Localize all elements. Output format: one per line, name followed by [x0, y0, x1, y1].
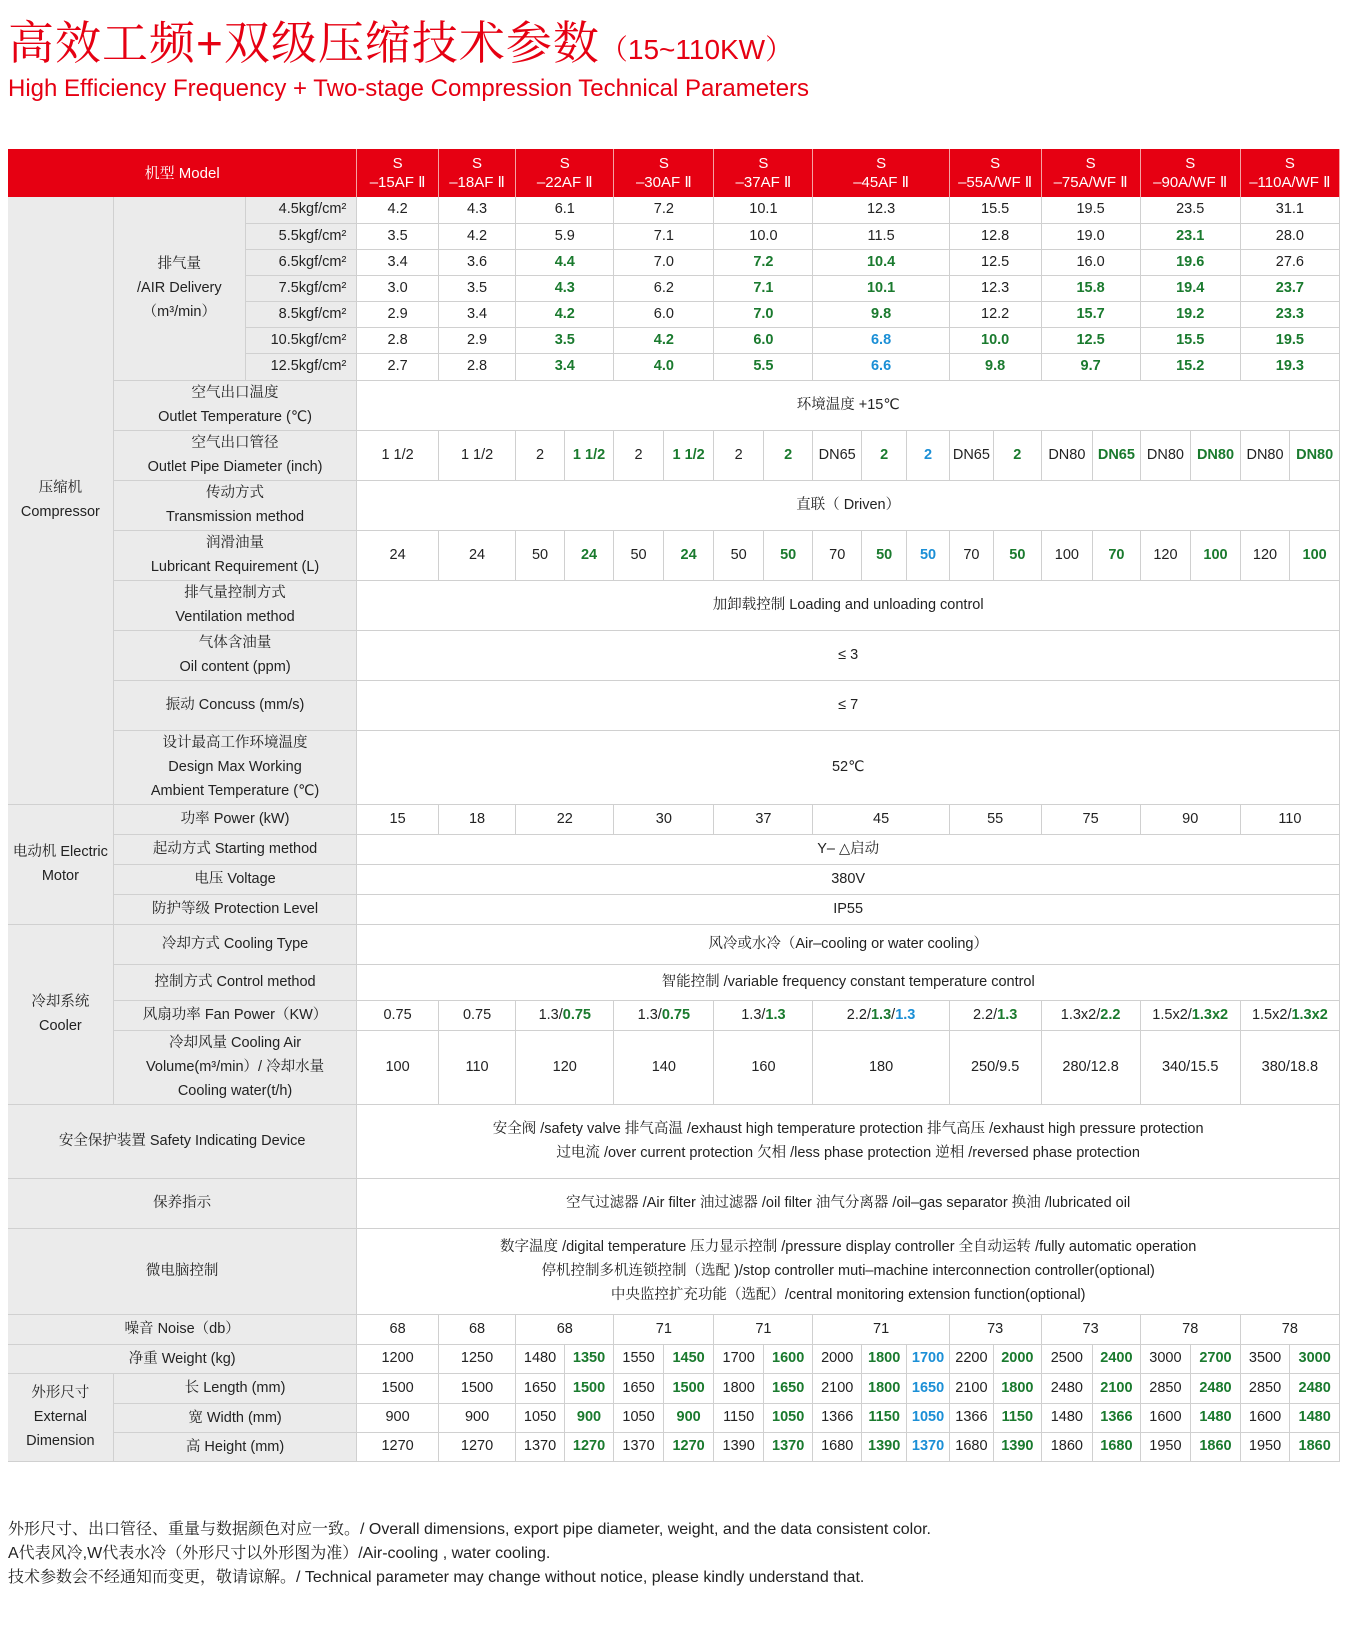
length-value: 1800 — [861, 1373, 906, 1403]
transmission-value: 直联（ Driven） — [357, 480, 1340, 530]
power-value: 90 — [1140, 804, 1240, 834]
maintenance-label: 保养指示 — [8, 1178, 357, 1228]
noise-value: 73 — [1041, 1314, 1140, 1344]
height-value: 1370 — [907, 1432, 949, 1461]
power-value: 55 — [949, 804, 1041, 834]
power-value: 45 — [813, 804, 949, 834]
model-col-6: S –55A/WF Ⅱ — [949, 149, 1041, 197]
noise-value: 71 — [614, 1314, 714, 1344]
power-range: （15~110KW） — [599, 34, 794, 65]
model-col-8: S –90A/WF Ⅱ — [1140, 149, 1240, 197]
model-header-label: 机型 Model — [8, 149, 357, 197]
weight-value: 1450 — [663, 1344, 714, 1373]
cooling-volume-label: 冷却风量 Cooling Air Volume(m³/min）/ 冷却水量 Cooling water(t/h) — [113, 1030, 357, 1104]
noise-value: 68 — [357, 1314, 439, 1344]
height-value: 1950 — [1140, 1432, 1191, 1461]
lubricant-value: 50 — [763, 530, 813, 580]
air-delivery-value: 3.4 — [438, 301, 515, 327]
model-col-9: S –110A/WF Ⅱ — [1240, 149, 1339, 197]
noise-value: 78 — [1240, 1314, 1339, 1344]
outlet-pipe-value: 2 — [861, 430, 906, 480]
pressure-label: 12.5kgf/cm² — [245, 353, 356, 380]
outlet-pipe-value: 1 1/2 — [564, 430, 614, 480]
air-delivery-value: 9.8 — [949, 353, 1041, 380]
air-delivery-value: 15.8 — [1041, 275, 1140, 301]
lubricant-value: 100 — [1041, 530, 1093, 580]
air-delivery-value: 15.5 — [1140, 327, 1240, 353]
power-value: 30 — [614, 804, 714, 834]
footnote: 技术参数会不经通知而变更，敬请谅解。/ Technical parameter may change without notice, please kindly understand that. — [8, 1569, 865, 1586]
cooling-volume-value: 250/9.5 — [949, 1030, 1041, 1104]
power-value: 22 — [516, 804, 614, 834]
width-value: 1050 — [763, 1403, 813, 1432]
air-delivery-value: 3.5 — [516, 327, 614, 353]
cooling-volume-value: 380/18.8 — [1240, 1030, 1339, 1104]
ambient-temp-value: 52℃ — [357, 730, 1340, 804]
air-delivery-value: 6.0 — [714, 327, 813, 353]
weight-value: 1480 — [516, 1344, 565, 1373]
length-value: 1650 — [614, 1373, 664, 1403]
weight-value: 1700 — [714, 1344, 764, 1373]
air-delivery-value: 19.3 — [1240, 353, 1339, 380]
length-label: 长 Length (mm) — [113, 1373, 357, 1403]
power-label: 功率 Power (kW) — [113, 804, 357, 834]
height-value: 1370 — [516, 1432, 565, 1461]
model-col-5: S –45AF Ⅱ — [813, 149, 949, 197]
cooling-volume-value: 340/15.5 — [1140, 1030, 1240, 1104]
oil-content-label: 气体含油量 Oil content (ppm) — [113, 630, 357, 680]
air-delivery-value: 5.9 — [516, 223, 614, 249]
outlet-pipe-value: DN80 — [1240, 430, 1290, 480]
footnote: 外形尺寸、出口管径、重量与数据颜色对应一致。/ Overall dimensions, export pipe diameter, weight, and the data consistent color. — [8, 1521, 931, 1538]
air-delivery-value: 6.8 — [813, 327, 949, 353]
length-value: 2100 — [1093, 1373, 1140, 1403]
height-value: 1390 — [714, 1432, 764, 1461]
weight-value: 2000 — [813, 1344, 862, 1373]
air-delivery-value: 31.1 — [1240, 197, 1339, 223]
air-delivery-value: 4.2 — [357, 197, 439, 223]
cooling-volume-value: 120 — [516, 1030, 614, 1104]
outlet-pipe-value: 2 — [614, 430, 664, 480]
weight-value: 1200 — [357, 1344, 439, 1373]
pressure-label: 5.5kgf/cm² — [245, 223, 356, 249]
width-value: 1050 — [516, 1403, 565, 1432]
model-col-2: S –22AF Ⅱ — [516, 149, 614, 197]
power-value: 110 — [1240, 804, 1339, 834]
width-value: 900 — [564, 1403, 614, 1432]
fan-power-value: 1.3/0.75 — [516, 1000, 614, 1030]
fan-power-value: 1.3/1.3 — [714, 1000, 813, 1030]
air-delivery-value: 23.1 — [1140, 223, 1240, 249]
spec-table — [8, 149, 1340, 1462]
outlet-pipe-value: DN80 — [1041, 430, 1093, 480]
air-delivery-value: 3.6 — [438, 249, 515, 275]
width-value: 1366 — [813, 1403, 862, 1432]
weight-value: 3500 — [1240, 1344, 1290, 1373]
weight-value: 1700 — [907, 1344, 949, 1373]
air-delivery-value: 7.2 — [714, 249, 813, 275]
outlet-pipe-value: DN65 — [1093, 430, 1140, 480]
noise-value: 68 — [438, 1314, 515, 1344]
compressor-section-label: 压缩机 Compressor — [8, 197, 113, 804]
length-value: 1500 — [663, 1373, 714, 1403]
air-delivery-value: 12.5 — [1041, 327, 1140, 353]
voltage-label: 电压 Voltage — [113, 864, 357, 894]
outlet-pipe-value: 2 — [516, 430, 565, 480]
lubricant-value: 24 — [564, 530, 614, 580]
cooling-volume-value: 180 — [813, 1030, 949, 1104]
pressure-label: 8.5kgf/cm² — [245, 301, 356, 327]
lubricant-value: 50 — [907, 530, 949, 580]
height-label: 高 Height (mm) — [113, 1432, 357, 1461]
air-delivery-value: 4.0 — [614, 353, 714, 380]
lubricant-value: 50 — [861, 530, 906, 580]
outlet-pipe-value: DN80 — [1191, 430, 1241, 480]
air-delivery-value: 28.0 — [1240, 223, 1339, 249]
height-value: 1390 — [994, 1432, 1041, 1461]
air-delivery-value: 4.2 — [614, 327, 714, 353]
weight-value: 2200 — [949, 1344, 993, 1373]
protection-value: IP55 — [357, 894, 1340, 924]
air-delivery-value: 12.2 — [949, 301, 1041, 327]
lubricant-value: 120 — [1140, 530, 1191, 580]
length-value: 1650 — [516, 1373, 565, 1403]
safety-label: 安全保护装置 Safety Indicating Device — [8, 1104, 357, 1178]
air-delivery-value: 4.3 — [516, 275, 614, 301]
noise-value: 68 — [516, 1314, 614, 1344]
lubricant-value: 50 — [614, 530, 664, 580]
ventilation-value: 加卸载控制 Loading and unloading control — [357, 580, 1340, 630]
lubricant-value: 24 — [663, 530, 714, 580]
weight-value: 2000 — [994, 1344, 1041, 1373]
air-delivery-value: 12.5 — [949, 249, 1041, 275]
weight-value: 3000 — [1290, 1344, 1340, 1373]
transmission-label: 传动方式 Transmission method — [113, 480, 357, 530]
weight-value: 3000 — [1140, 1344, 1191, 1373]
fan-power-value: 1.5x2/1.3x2 — [1140, 1000, 1240, 1030]
air-delivery-value: 2.8 — [357, 327, 439, 353]
cooling-volume-value: 140 — [614, 1030, 714, 1104]
outlet-pipe-value: 2 — [907, 430, 949, 480]
fan-power-value: 1.3x2/2.2 — [1041, 1000, 1140, 1030]
height-value: 1950 — [1240, 1432, 1290, 1461]
width-value: 1600 — [1140, 1403, 1191, 1432]
height-value: 1370 — [763, 1432, 813, 1461]
weight-value: 1550 — [614, 1344, 664, 1373]
footnote: A代表风冷,W代表水冷（外形尺寸以外形图为准）/Air-cooling , water cooling. — [8, 1545, 551, 1562]
air-delivery-value: 15.7 — [1041, 301, 1140, 327]
outlet-pipe-value: DN80 — [1140, 430, 1191, 480]
ventilation-label: 排气量控制方式 Ventilation method — [113, 580, 357, 630]
length-value: 2100 — [949, 1373, 993, 1403]
length-value: 1500 — [564, 1373, 614, 1403]
length-value: 2100 — [813, 1373, 862, 1403]
dimension-section-label: 外形尺寸 External Dimension — [8, 1373, 113, 1461]
cooling-volume-value: 110 — [438, 1030, 515, 1104]
control-method-value: 智能控制 /variable frequency constant temperature control — [357, 964, 1340, 1000]
air-delivery-value: 19.2 — [1140, 301, 1240, 327]
length-value: 2480 — [1191, 1373, 1241, 1403]
width-value: 1150 — [994, 1403, 1041, 1432]
weight-value: 1250 — [438, 1344, 515, 1373]
length-value: 1500 — [438, 1373, 515, 1403]
length-value: 1500 — [357, 1373, 439, 1403]
noise-value: 71 — [813, 1314, 949, 1344]
width-value: 1150 — [714, 1403, 764, 1432]
fan-power-value: 2.2/1.3 — [949, 1000, 1041, 1030]
air-delivery-value: 23.7 — [1240, 275, 1339, 301]
lubricant-value: 100 — [1290, 530, 1340, 580]
ambient-temp-label: 设计最高工作环境温度 Design Max Working Ambient Temperature (℃) — [113, 730, 357, 804]
air-delivery-value: 6.0 — [614, 301, 714, 327]
micro-value: 数字温度 /digital temperature 压力显示控制 /pressure display controller 全自动运转 /fully automatic operation 停机控制多机连锁控制（选配 )/stop controller muti–machine interconnection controller(optional) 中央监控扩充功能（选配）/central monitoring extension function(optional) — [357, 1228, 1340, 1314]
weight-value: 2400 — [1093, 1344, 1140, 1373]
air-delivery-value: 4.2 — [438, 223, 515, 249]
air-delivery-value: 3.0 — [357, 275, 439, 301]
pressure-label: 10.5kgf/cm² — [245, 327, 356, 353]
air-delivery-value: 7.0 — [614, 249, 714, 275]
power-value: 18 — [438, 804, 515, 834]
lubricant-value: 24 — [438, 530, 515, 580]
model-col-1: S –18AF Ⅱ — [438, 149, 515, 197]
starting-value: Y– △启动 — [357, 834, 1340, 864]
air-delivery-value: 10.1 — [714, 197, 813, 223]
air-delivery-value: 16.0 — [1041, 249, 1140, 275]
height-value: 1860 — [1041, 1432, 1093, 1461]
height-value: 1860 — [1290, 1432, 1340, 1461]
air-delivery-value: 9.7 — [1041, 353, 1140, 380]
weight-value: 1350 — [564, 1344, 614, 1373]
length-value: 1650 — [763, 1373, 813, 1403]
height-value: 1270 — [357, 1432, 439, 1461]
air-delivery-value: 3.4 — [357, 249, 439, 275]
width-value: 1050 — [614, 1403, 664, 1432]
air-delivery-value: 12.3 — [813, 197, 949, 223]
height-value: 1680 — [949, 1432, 993, 1461]
lubricant-value: 120 — [1240, 530, 1290, 580]
cooling-type-value: 风冷或水冷（Air–cooling or water cooling） — [357, 924, 1340, 964]
lubricant-value: 70 — [949, 530, 993, 580]
lubricant-value: 70 — [813, 530, 862, 580]
outlet-pipe-value: 1 1/2 — [663, 430, 714, 480]
motor-section-label: 电动机 Electric Motor — [8, 804, 113, 924]
air-delivery-value: 10.0 — [714, 223, 813, 249]
air-delivery-value: 23.5 — [1140, 197, 1240, 223]
fan-power-value: 1.3/0.75 — [614, 1000, 714, 1030]
fan-power-label: 风扇功率 Fan Power（KW） — [113, 1000, 357, 1030]
air-delivery-value: 7.1 — [714, 275, 813, 301]
cooling-volume-value: 100 — [357, 1030, 439, 1104]
outlet-pipe-value: DN65 — [949, 430, 993, 480]
width-value: 1600 — [1240, 1403, 1290, 1432]
air-delivery-value: 19.4 — [1140, 275, 1240, 301]
voltage-value: 380V — [357, 864, 1340, 894]
cooling-volume-value: 160 — [714, 1030, 813, 1104]
weight-value: 1800 — [861, 1344, 906, 1373]
protection-label: 防护等级 Protection Level — [113, 894, 357, 924]
air-delivery-value: 23.3 — [1240, 301, 1339, 327]
lubricant-label: 润滑油量 Lubricant Requirement (L) — [113, 530, 357, 580]
air-delivery-value: 5.5 — [714, 353, 813, 380]
width-value: 900 — [357, 1403, 439, 1432]
lubricant-value: 24 — [357, 530, 439, 580]
lubricant-value: 70 — [1093, 530, 1140, 580]
power-value: 15 — [357, 804, 439, 834]
width-value: 900 — [663, 1403, 714, 1432]
air-delivery-value: 7.0 — [714, 301, 813, 327]
air-delivery-value: 7.1 — [614, 223, 714, 249]
width-label: 宽 Width (mm) — [113, 1403, 357, 1432]
air-delivery-value: 3.5 — [357, 223, 439, 249]
air-delivery-value: 10.1 — [813, 275, 949, 301]
air-delivery-value: 2.9 — [357, 301, 439, 327]
width-value: 1366 — [1093, 1403, 1140, 1432]
fan-power-value: 0.75 — [438, 1000, 515, 1030]
width-value: 1480 — [1191, 1403, 1241, 1432]
vibration-value: ≤ 7 — [357, 680, 1340, 730]
air-delivery-value: 12.8 — [949, 223, 1041, 249]
length-value: 1800 — [994, 1373, 1041, 1403]
pressure-label: 7.5kgf/cm² — [245, 275, 356, 301]
height-value: 1270 — [663, 1432, 714, 1461]
air-delivery-value: 19.5 — [1041, 197, 1140, 223]
air-delivery-value: 9.8 — [813, 301, 949, 327]
page-title-en: High Efficiency Frequency + Two-stage Compression Technical Parameters — [8, 75, 810, 102]
fan-power-value: 2.2/1.3/1.3 — [813, 1000, 949, 1030]
noise-value: 71 — [714, 1314, 813, 1344]
noise-value: 78 — [1140, 1314, 1240, 1344]
width-value: 1480 — [1290, 1403, 1340, 1432]
air-delivery-value: 2.9 — [438, 327, 515, 353]
width-value: 1050 — [907, 1403, 949, 1432]
safety-value: 安全阀 /safety valve 排气高温 /exhaust high temperature protection 排气高压 /exhaust high pressure protection 过电流 /over current protection 欠相 /less phase protection 逆相 /reversed phase protection — [357, 1104, 1340, 1178]
air-delivery-value: 19.6 — [1140, 249, 1240, 275]
pressure-label: 6.5kgf/cm² — [245, 249, 356, 275]
air-delivery-value: 4.3 — [438, 197, 515, 223]
outlet-pipe-label: 空气出口管径 Outlet Pipe Diameter (inch) — [113, 430, 357, 480]
outlet-pipe-value: 2 — [994, 430, 1041, 480]
starting-label: 起动方式 Starting method — [113, 834, 357, 864]
air-delivery-value: 6.2 — [614, 275, 714, 301]
fan-power-value: 1.5x2/1.3x2 — [1240, 1000, 1339, 1030]
maintenance-value: 空气过滤器 /Air filter 油过滤器 /oil filter 油气分离器 /oil–gas separator 换油 /lubricated oil — [357, 1178, 1340, 1228]
air-delivery-value: 7.2 — [614, 197, 714, 223]
power-value: 75 — [1041, 804, 1140, 834]
outlet-pipe-value: DN80 — [1290, 430, 1340, 480]
model-col-4: S –37AF Ⅱ — [714, 149, 813, 197]
length-value: 2480 — [1290, 1373, 1340, 1403]
outlet-pipe-value: 2 — [714, 430, 764, 480]
page-title-cn: 高效工频+双级压缩技术参数（15~110KW） — [8, 17, 794, 69]
weight-label: 净重 Weight (kg) — [8, 1344, 357, 1373]
fan-power-value: 0.75 — [357, 1000, 439, 1030]
cooling-type-label: 冷却方式 Cooling Type — [113, 924, 357, 964]
footnotes — [8, 1518, 931, 1590]
air-delivery-value: 3.4 — [516, 353, 614, 380]
model-col-3: S –30AF Ⅱ — [614, 149, 714, 197]
air-delivery-value: 15.5 — [949, 197, 1041, 223]
height-value: 1270 — [438, 1432, 515, 1461]
air-delivery-value: 19.5 — [1240, 327, 1339, 353]
air-delivery-value: 3.5 — [438, 275, 515, 301]
width-value: 1366 — [949, 1403, 993, 1432]
length-value: 1650 — [907, 1373, 949, 1403]
air-delivery-value: 15.2 — [1140, 353, 1240, 380]
lubricant-value: 100 — [1191, 530, 1241, 580]
oil-content-value: ≤ 3 — [357, 630, 1340, 680]
length-value: 2850 — [1140, 1373, 1191, 1403]
noise-value: 73 — [949, 1314, 1041, 1344]
length-value: 2850 — [1240, 1373, 1290, 1403]
air-delivery-value: 2.7 — [357, 353, 439, 380]
air-delivery-value: 4.2 — [516, 301, 614, 327]
height-value: 1270 — [564, 1432, 614, 1461]
air-delivery-value: 10.4 — [813, 249, 949, 275]
lubricant-value: 50 — [714, 530, 764, 580]
weight-value: 1600 — [763, 1344, 813, 1373]
width-value: 900 — [438, 1403, 515, 1432]
air-delivery-value: 19.0 — [1041, 223, 1140, 249]
height-value: 1860 — [1191, 1432, 1241, 1461]
air-delivery-value: 11.5 — [813, 223, 949, 249]
lubricant-value: 50 — [994, 530, 1041, 580]
noise-label: 噪音 Noise（db） — [8, 1314, 357, 1344]
air-delivery-value: 10.0 — [949, 327, 1041, 353]
vibration-label: 振动 Concuss (mm/s) — [113, 680, 357, 730]
air-delivery-value: 27.6 — [1240, 249, 1339, 275]
weight-value: 2500 — [1041, 1344, 1093, 1373]
outlet-pipe-value: 2 — [763, 430, 813, 480]
model-col-7: S –75A/WF Ⅱ — [1041, 149, 1140, 197]
length-value: 1800 — [714, 1373, 764, 1403]
outlet-pipe-value: DN65 — [813, 430, 862, 480]
cooler-section-label: 冷却系统 Cooler — [8, 924, 113, 1104]
height-value: 1370 — [614, 1432, 664, 1461]
air-delivery-value: 4.4 — [516, 249, 614, 275]
air-delivery-label: 排气量 /AIR Delivery （m³/min） — [113, 197, 245, 380]
power-value: 37 — [714, 804, 813, 834]
pressure-label: 4.5kgf/cm² — [245, 197, 356, 223]
air-delivery-value: 6.1 — [516, 197, 614, 223]
weight-value: 2700 — [1191, 1344, 1241, 1373]
air-delivery-value: 6.6 — [813, 353, 949, 380]
lubricant-value: 50 — [516, 530, 565, 580]
outlet-temp-value: 环境温度 +15℃ — [357, 380, 1340, 430]
height-value: 1680 — [1093, 1432, 1140, 1461]
outlet-pipe-value: 1 1/2 — [357, 430, 439, 480]
height-value: 1680 — [813, 1432, 862, 1461]
outlet-temp-label: 空气出口温度 Outlet Temperature (℃) — [113, 380, 357, 430]
control-method-label: 控制方式 Control method — [113, 964, 357, 1000]
model-col-0: S –15AF Ⅱ — [357, 149, 439, 197]
air-delivery-value: 2.8 — [438, 353, 515, 380]
height-value: 1390 — [861, 1432, 906, 1461]
micro-label: 微电脑控制 — [8, 1228, 357, 1314]
width-value: 1150 — [861, 1403, 906, 1432]
outlet-pipe-value: 1 1/2 — [438, 430, 515, 480]
cooling-volume-value: 280/12.8 — [1041, 1030, 1140, 1104]
air-delivery-value: 12.3 — [949, 275, 1041, 301]
length-value: 2480 — [1041, 1373, 1093, 1403]
width-value: 1480 — [1041, 1403, 1093, 1432]
